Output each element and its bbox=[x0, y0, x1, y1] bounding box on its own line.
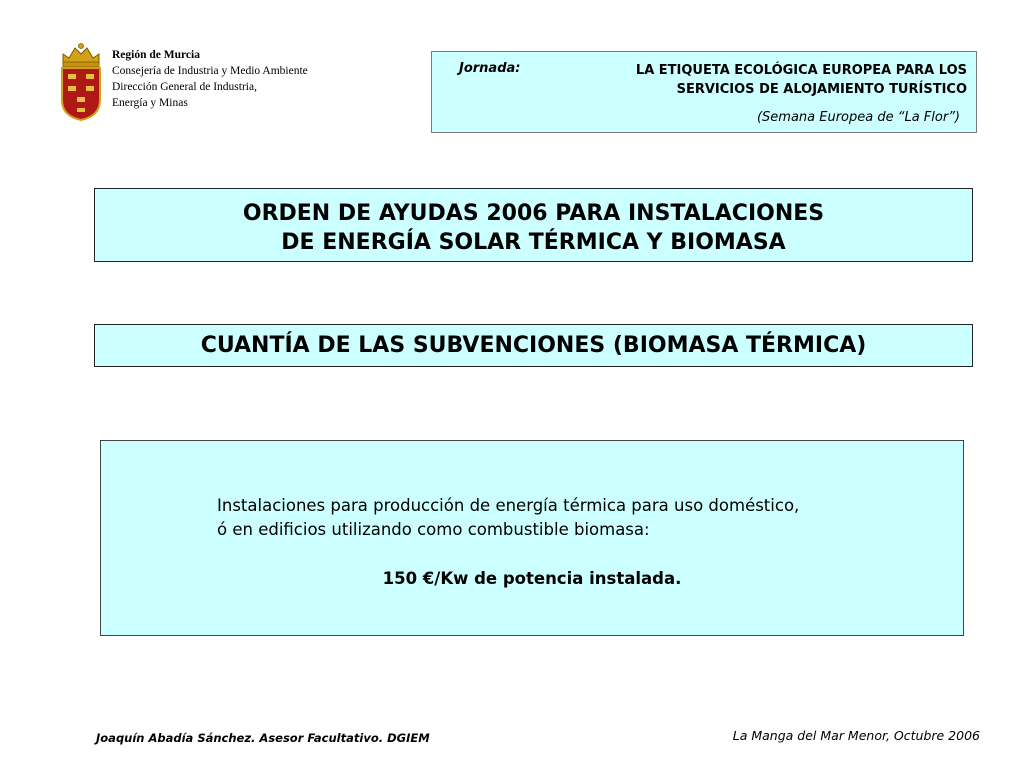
content-text-line: Instalaciones para producción de energía térmica para uso doméstico, bbox=[217, 496, 800, 515]
org-line: Energía y Minas bbox=[112, 97, 188, 109]
jornada-box bbox=[431, 51, 977, 133]
region-name: Región de Murcia bbox=[112, 49, 200, 61]
jornada-title-line: SERVICIOS DE ALOJAMIENTO TURÍSTICO bbox=[676, 82, 967, 97]
region-murcia-coat-of-arms-icon bbox=[59, 42, 103, 122]
footer-place-date: La Manga del Mar Menor, Octubre 2006 bbox=[732, 728, 980, 743]
org-line: Dirección General de Industria, bbox=[112, 81, 257, 93]
main-title-box bbox=[94, 188, 973, 262]
organization-header bbox=[112, 47, 308, 111]
jornada-subtitle: (Semana Europea de “La Flor”) bbox=[756, 110, 960, 125]
jornada-label: Jornada: bbox=[459, 61, 521, 76]
subsidy-amount: 150 €/Kw de potencia instalada. bbox=[382, 569, 682, 588]
content-box bbox=[100, 440, 964, 636]
org-line: Consejería de Industria y Medio Ambiente bbox=[112, 65, 308, 77]
jornada-title bbox=[547, 61, 967, 99]
main-title-line: DE ENERGÍA SOLAR TÉRMICA Y BIOMASA bbox=[281, 230, 786, 255]
section-title: CUANTÍA DE LAS SUBVENCIONES (BIOMASA TÉRMICA) bbox=[94, 324, 973, 367]
footer-author: Joaquín Abadía Sánchez. Asesor Facultativo. DGIEM bbox=[96, 731, 430, 745]
jornada-title-line: LA ETIQUETA ECOLÓGICA EUROPEA PARA LOS bbox=[635, 63, 967, 78]
content-text-line: ó en edificios utilizando como combustible biomasa: bbox=[217, 520, 650, 539]
main-title-line: ORDEN DE AYUDAS 2006 PARA INSTALACIONES bbox=[242, 201, 825, 226]
